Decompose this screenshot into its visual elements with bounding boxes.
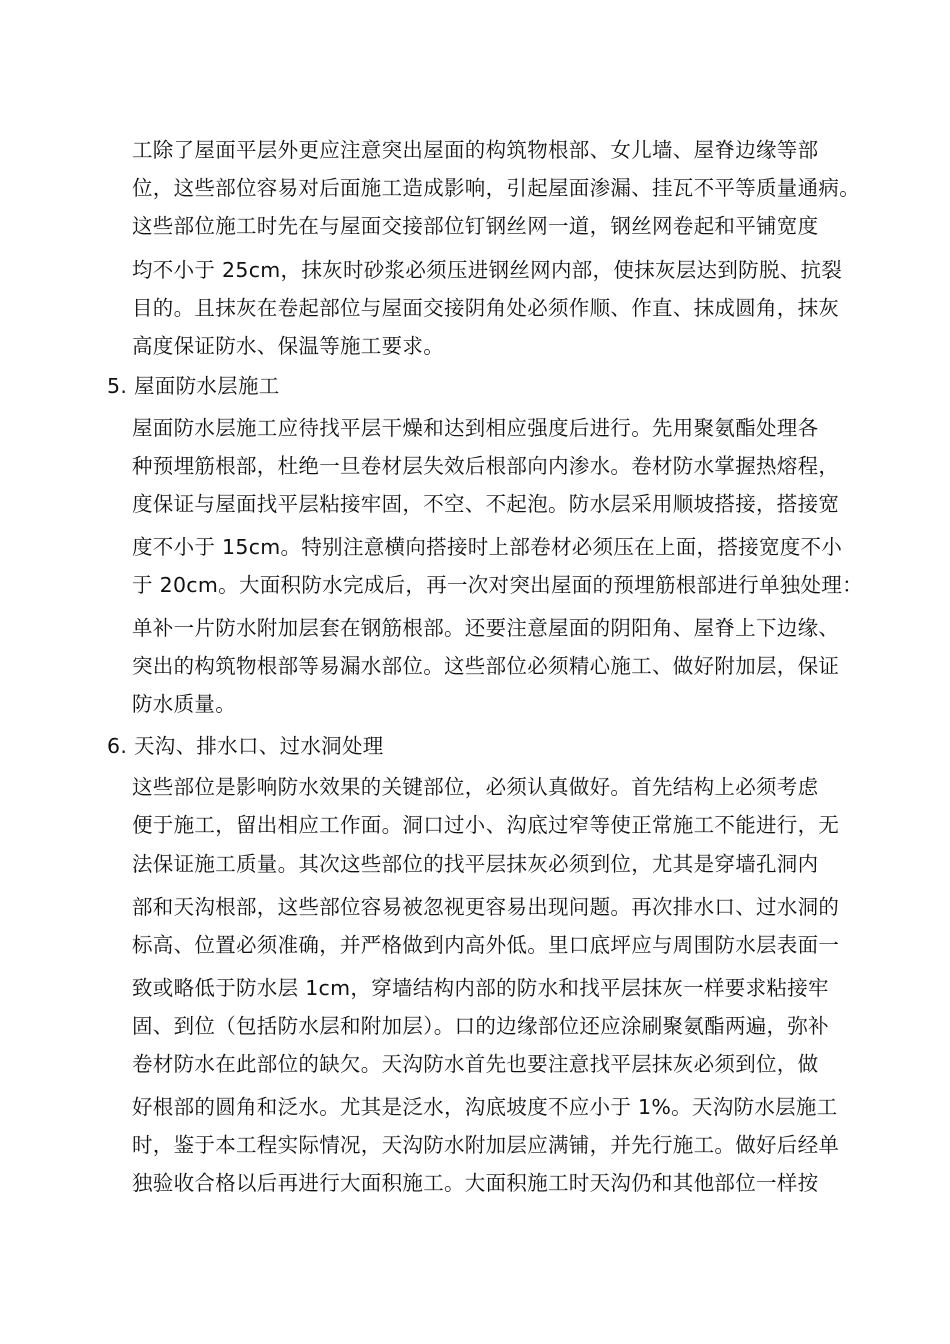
paragraph-line: 这些部位是影响防水效果的关键部位，必须认真做好。首先结构上必须考虑: [132, 775, 819, 799]
paragraph-line: 法保证施工质量。其次这些部位的找平层抹灰必须到位，尤其是穿墙孔洞内: [132, 852, 819, 876]
paragraph-line: 这些部位施工时先在与屋面交接部位钉钢丝网一道，钢丝网卷起和平铺宽度: [132, 214, 819, 238]
paragraph-line: 卷材防水在此部位的缺欠。天沟防水首先也要注意找平层抹灰必须到位，做: [132, 1052, 819, 1076]
paragraph-line: 度保证与屋面找平层粘接牢固，不空、不起泡。防水层采用顺坡搭接，搭接宽: [132, 492, 840, 516]
paragraph-line: 工除了屋面平层外更应注意突出屋面的构筑物根部、女儿墙、屋脊边缘等部: [132, 138, 819, 162]
paragraph-line: 高度保证防水、保温等施工要求。: [132, 334, 444, 358]
paragraph-line: 位，这些部位容易对后面施工造成影响，引起屋面渗漏、挂瓦不平等质量通病。: [132, 176, 860, 200]
paragraph-line: 部和天沟根部，这些部位容易被忽视更容易出现问题。再次排水口、过水洞的: [132, 895, 840, 919]
paragraph-line: 于 20cm。大面积防水完成后，再一次对突出屋面的预埋筋根部进行单独处理：: [132, 573, 863, 597]
paragraph-line: 独验收合格以后再进行大面积施工。大面积施工时天沟仍和其他部位一样按: [132, 1171, 819, 1195]
paragraph-line: 防水质量。: [132, 692, 236, 716]
paragraph-line: 标高、位置必须准确，并严格做到内高外低。里口底坪应与周围防水层表面一: [132, 933, 840, 957]
paragraph-line: 便于施工，留出相应工作面。洞口过小、沟底过窄等使正常施工不能进行，无: [132, 813, 840, 837]
paragraph-line: 时，鉴于本工程实际情况，天沟防水附加层应满铺，并先行施工。做好后经单: [132, 1133, 840, 1157]
paragraph-line: 单补一片防水附加层套在钢筋根部。还要注意屋面的阴阳角、屋脊上下边缘、: [132, 616, 840, 640]
paragraph-line: 屋面防水层施工应待找平层干燥和达到相应强度后进行。先用聚氨酯处理各: [132, 416, 819, 440]
paragraph-line: 致或略低于防水层 1cm，穿墙结构内部的防水和找平层抹灰一样要求粘接牢: [132, 976, 829, 1000]
paragraph-line: 好根部的圆角和泛水。尤其是泛水，沟底坡度不应小于 1%。天沟防水层施工: [132, 1095, 838, 1119]
paragraph-line: 度不小于 15cm。特别注意横向搭接时上部卷材必须压在上面，搭接宽度不小: [132, 535, 843, 559]
paragraph-line: 目的。且抹灰在卷起部位与屋面交接阴角处必须作顺、作直、抹成圆角，抹灰: [132, 296, 840, 320]
paragraph-line: 固、到位（包括防水层和附加层）。口的边缘部位还应涂刷聚氨酯两遍，弥补: [132, 1014, 829, 1038]
paragraph-line: 均不小于 25cm，抹灰时砂浆必须压进钢丝网内部，使抹灰层达到防脱、抗裂: [132, 258, 843, 282]
paragraph-line: 种预埋筋根部，杜绝一旦卷材层失效后根部向内渗水。卷材防水掌握热熔程，: [132, 454, 840, 478]
section-heading-6: 6. 天沟、排水口、过水洞处理: [107, 734, 384, 758]
paragraph-line: 突出的构筑物根部等易漏水部位。这些部位必须精心施工、做好附加层，保证: [132, 654, 840, 678]
section-heading-5: 5. 屋面防水层施工: [107, 374, 280, 398]
